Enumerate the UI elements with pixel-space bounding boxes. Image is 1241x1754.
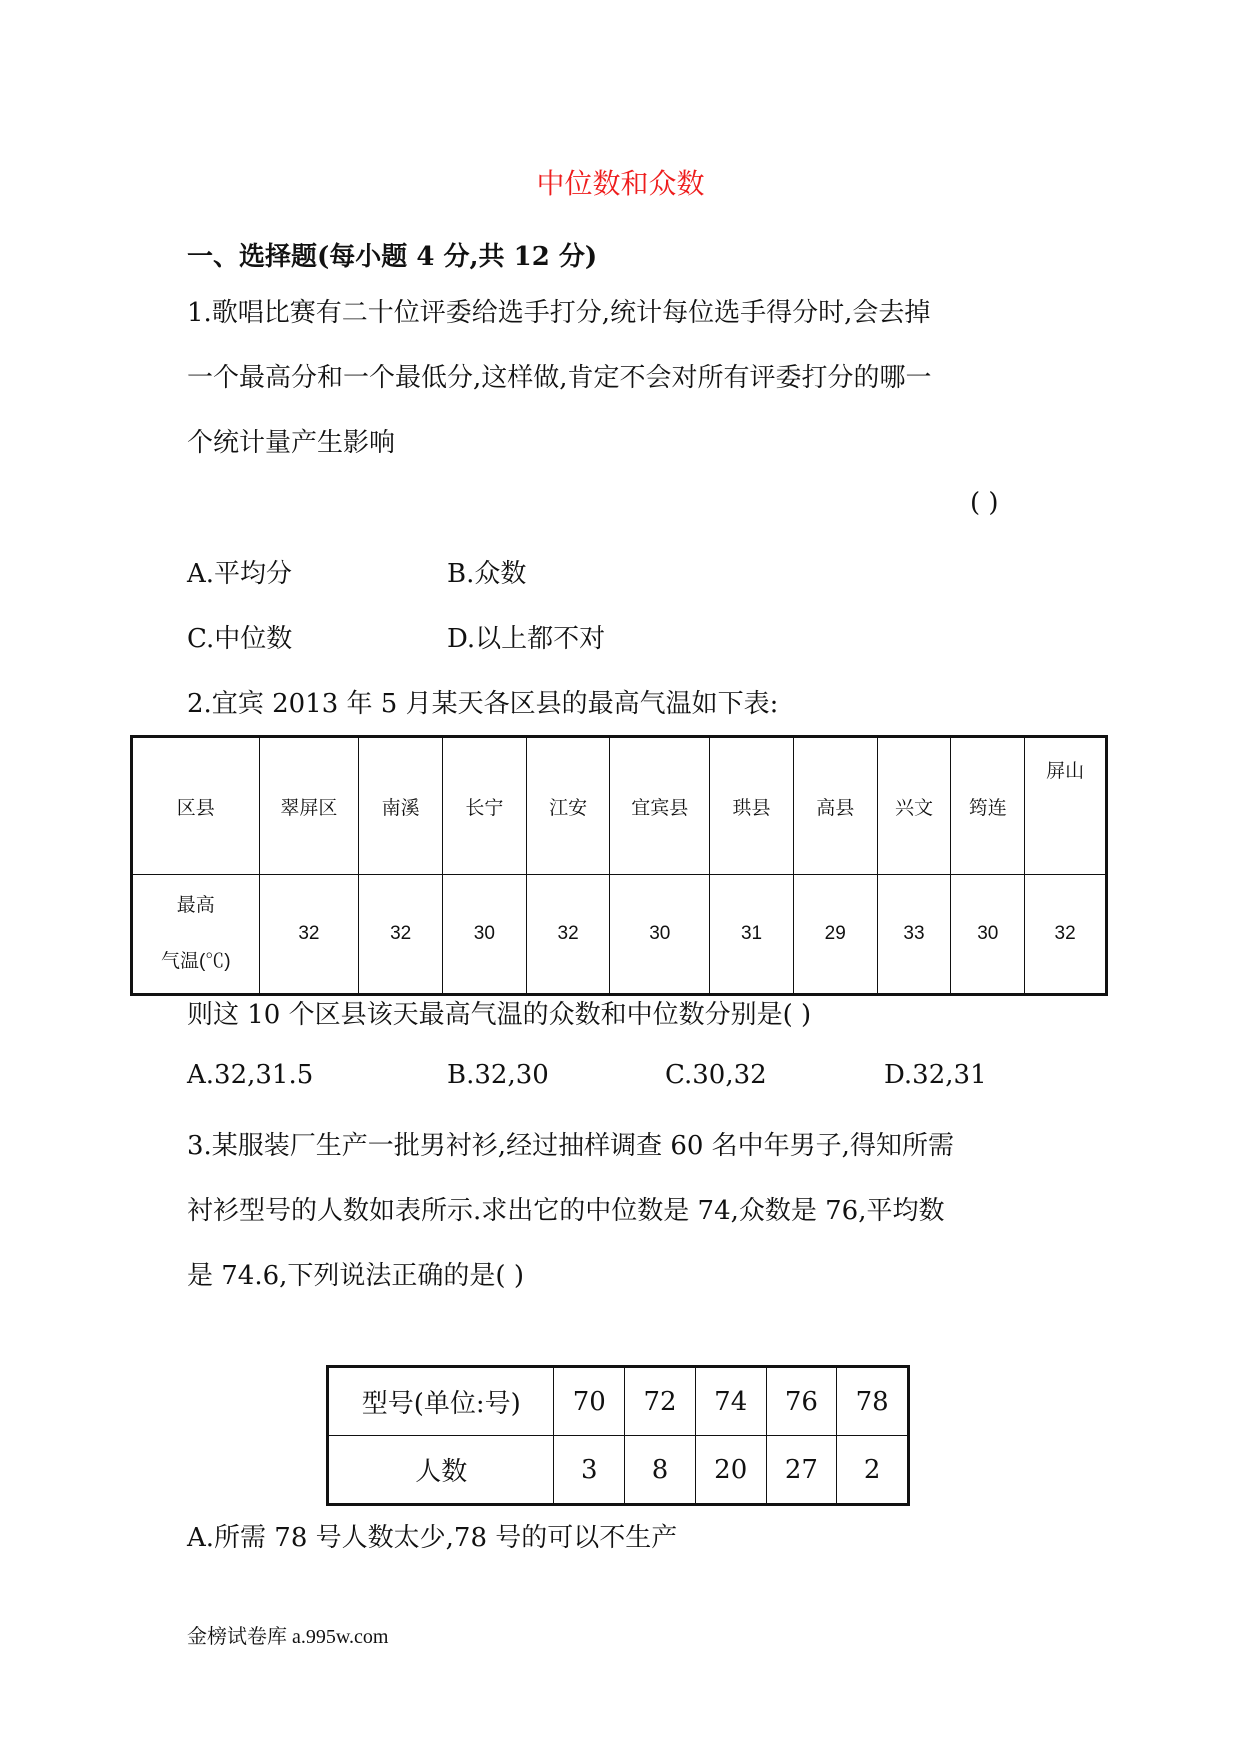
table-cell: 区县	[132, 737, 260, 875]
table-cell: 72	[625, 1367, 696, 1436]
table-cell: 型号(单位:号)	[328, 1367, 554, 1436]
table-cell: 32	[1025, 875, 1107, 995]
q1-option-a: A.平均分	[187, 559, 293, 589]
q1-line-1: 1.歌唱比赛有二十位评委给选手打分,统计每位选手得分时,会去掉	[187, 298, 931, 328]
table-cell: 2	[837, 1436, 909, 1505]
q2-option-b: B.32,30	[447, 1060, 549, 1090]
row-label-line-1: 最高	[176, 895, 215, 916]
q1-answer-blank: ( )	[970, 488, 999, 518]
table-cell: 江安	[526, 737, 610, 875]
shirt-size-table	[326, 1365, 910, 1506]
table-cell: 屏山	[1025, 737, 1107, 875]
q1-line-2: 一个最高分和一个最低分,这样做,肯定不会对所有评委打分的哪一	[187, 363, 932, 393]
table-cell: 8	[625, 1436, 696, 1505]
table-cell: 长宁	[443, 737, 527, 875]
table-cell: 3	[554, 1436, 625, 1505]
q3-line-1: 3.某服装厂生产一批男衬衫,经过抽样调查 60 名中年男子,得知所需	[187, 1131, 954, 1161]
table-cell: 78	[837, 1367, 909, 1436]
table-cell: 20	[695, 1436, 766, 1505]
table-cell: 30	[443, 875, 527, 995]
table-cell: 31	[710, 875, 794, 995]
q3-option-a: A.所需 78 号人数太少,78 号的可以不生产	[187, 1523, 678, 1553]
table-cell: 高县	[793, 737, 877, 875]
table-cell: 南溪	[359, 737, 443, 875]
table-cell: 32	[259, 875, 359, 995]
table-row	[328, 1367, 909, 1436]
table-cell: 27	[766, 1436, 837, 1505]
q2-stem: 2.宜宾 2013 年 5 月某天各区县的最高气温如下表:	[187, 689, 779, 719]
table-cell: 翠屏区	[259, 737, 359, 875]
q1-option-c: C.中位数	[187, 624, 293, 654]
page-title: 中位数和众数	[536, 167, 705, 200]
q1-option-d: D.以上都不对	[447, 624, 606, 654]
row-label-line-2: 气温(℃)	[160, 951, 231, 972]
table-cell: 宜宾县	[610, 737, 710, 875]
q3-line-3: 是 74.6,下列说法正确的是( )	[187, 1261, 524, 1291]
table-cell: 珙县	[710, 737, 794, 875]
table-row	[132, 737, 1107, 875]
table-cell: 兴文	[877, 737, 951, 875]
table-cell: 30	[610, 875, 710, 995]
section-heading: 一、选择题(每小题 4 分,共 12 分)	[187, 242, 598, 272]
table-row	[328, 1436, 909, 1505]
table-cell: 33	[877, 875, 951, 995]
table-cell: 76	[766, 1367, 837, 1436]
table-cell: 30	[951, 875, 1025, 995]
table-cell: 筠连	[951, 737, 1025, 875]
q2-option-d: D.32,31	[884, 1060, 987, 1090]
table-cell: 74	[695, 1367, 766, 1436]
q2-option-a: A.32,31.5	[187, 1060, 314, 1090]
table-cell: 29	[793, 875, 877, 995]
q2-question: 则这 10 个区县该天最高气温的众数和中位数分别是( )	[187, 1000, 812, 1030]
table-row	[132, 875, 1107, 995]
temperature-table	[130, 735, 1108, 996]
table-cell: 人数	[328, 1436, 554, 1505]
q1-line-3: 个统计量产生影响	[187, 428, 396, 458]
table-cell: 70	[554, 1367, 625, 1436]
table-cell: 32	[359, 875, 443, 995]
q3-line-2: 衬衫型号的人数如表所示.求出它的中位数是 74,众数是 76,平均数	[187, 1196, 945, 1226]
q2-option-c: C.30,32	[665, 1060, 767, 1090]
q1-option-b: B.众数	[447, 559, 527, 589]
table-row-label	[132, 875, 260, 995]
table-cell: 32	[526, 875, 610, 995]
footer-source: 金榜试卷库 a.995w.com	[187, 1626, 389, 1648]
